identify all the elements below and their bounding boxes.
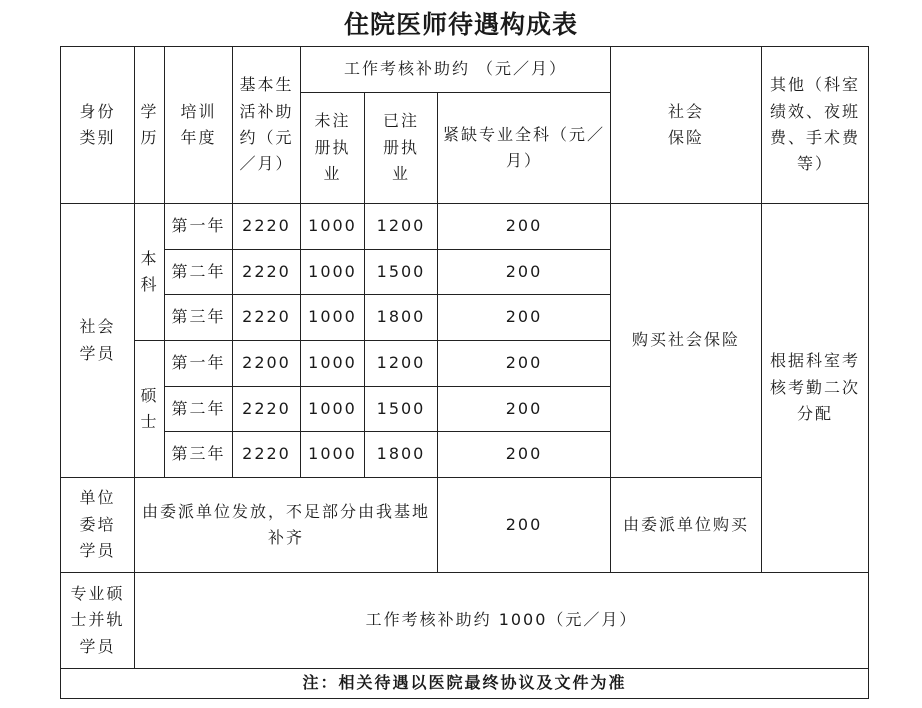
group-bachelor: 本科 — [135, 204, 165, 341]
cell-shortage: 200 — [438, 387, 611, 432]
cell-basic: 2220 — [233, 432, 301, 478]
cell-year: 第一年 — [165, 341, 233, 387]
cell-unregistered: 1000 — [301, 341, 365, 387]
group-social-trainee: 社会学员 — [61, 204, 135, 478]
cell-year: 第一年 — [165, 204, 233, 250]
cell-pro-master-allowance: 工作考核补助约 1000（元／月） — [135, 573, 869, 669]
cell-registered: 1500 — [365, 250, 438, 295]
cell-unregistered: 1000 — [301, 432, 365, 478]
cell-basic: 2220 — [233, 295, 301, 341]
cell-unregistered: 1000 — [301, 204, 365, 250]
cell-unit-insurance: 由委派单位购买 — [611, 478, 762, 573]
header-not-registered: 未注册执业 — [301, 93, 365, 204]
group-master: 硕士 — [135, 341, 165, 478]
cell-basic: 2220 — [233, 250, 301, 295]
group-unit-trainee: 单位委培学员 — [61, 478, 135, 573]
cell-registered: 1800 — [365, 295, 438, 341]
header-training-year: 培训年度 — [165, 47, 233, 204]
cell-shortage: 200 — [438, 432, 611, 478]
cell-unregistered: 1000 — [301, 250, 365, 295]
header-identity: 身份类别 — [61, 47, 135, 204]
cell-shortage: 200 — [438, 341, 611, 387]
cell-other-distribution: 根据科室考核考勤二次分配 — [762, 204, 869, 573]
cell-basic: 2220 — [233, 387, 301, 432]
cell-year: 第二年 — [165, 387, 233, 432]
cell-registered: 1800 — [365, 432, 438, 478]
header-other: 其他（科室绩效、夜班费、手术费等） — [762, 47, 869, 204]
cell-shortage: 200 — [438, 204, 611, 250]
cell-basic: 2200 — [233, 341, 301, 387]
cell-year: 第二年 — [165, 250, 233, 295]
salary-table — [60, 46, 869, 699]
cell-registered: 1200 — [365, 204, 438, 250]
header-education: 学历 — [135, 47, 165, 204]
header-shortage: 紧缺专业全科（元／月） — [438, 93, 611, 204]
header-registered: 已注册执业 — [365, 93, 438, 204]
header-basic-allowance: 基本生活补助约（元／月） — [233, 47, 301, 204]
cell-year: 第三年 — [165, 295, 233, 341]
cell-shortage: 200 — [438, 250, 611, 295]
cell-basic: 2220 — [233, 204, 301, 250]
cell-registered: 1500 — [365, 387, 438, 432]
cell-unit-pay: 由委派单位发放，不足部分由我基地补齐 — [135, 478, 438, 573]
cell-unit-shortage: 200 — [438, 478, 611, 573]
cell-unregistered: 1000 — [301, 295, 365, 341]
header-social-insurance: 社会保险 — [611, 47, 762, 204]
footnote: 注：相关待遇以医院最终协议及文件为准 — [61, 669, 869, 699]
cell-registered: 1200 — [365, 341, 438, 387]
cell-buy-insurance: 购买社会保险 — [611, 204, 762, 478]
cell-unregistered: 1000 — [301, 387, 365, 432]
header-performance-group: 工作考核补助约 （元／月） — [301, 47, 611, 93]
cell-shortage: 200 — [438, 295, 611, 341]
group-pro-master: 专业硕士并轨学员 — [61, 573, 135, 669]
cell-year: 第三年 — [165, 432, 233, 478]
page-title: 住院医师待遇构成表 — [343, 10, 578, 39]
